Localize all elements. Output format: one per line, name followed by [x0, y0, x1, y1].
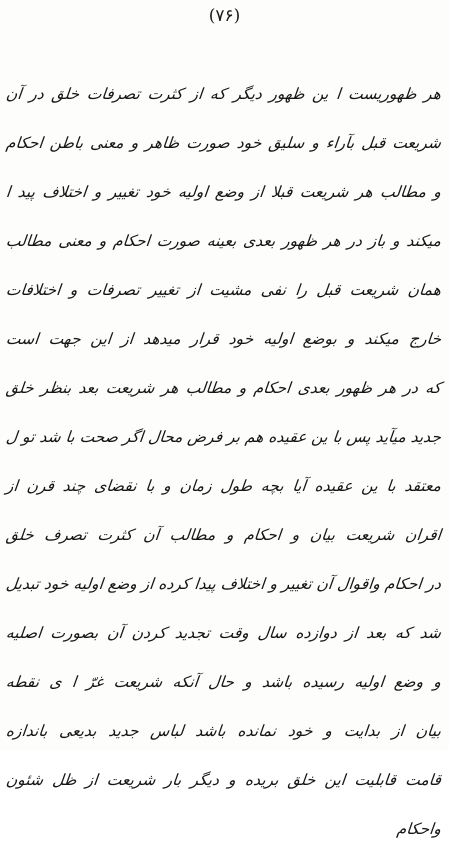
text-line: میکند و باز در هر ظهور بعدی بعینه صورت احکام و معنی مطالب [5, 232, 442, 250]
text-line: که در هر ظهور بعدی احکام و مطالب هر شریعت بعد بنظر خلق [5, 379, 442, 397]
text-line: و وضع اولیه رسیده باشد و حال آنکه شریعت غرّ ا ی نقطه [5, 673, 442, 691]
text-line: جدید میآید پس با ین عقیده هم بر فرض محال اگر صحت با شد تو ل [5, 428, 442, 446]
text-line: در احکام واقوال آن تغییر و اختلاف پیدا کرده از وضع اولیه خود تبدیل [5, 575, 442, 593]
text-line: اقران شریعت بیان و احکام و مطالب آن کثرت تصرف خلق [5, 526, 442, 544]
text-line: شریعت قبل بآراء و سلیق خود صورت ظاهر و معنی باطن احکام [5, 134, 442, 152]
text-line: بیان از بدایت و خود نمانده باشد لباس جدید بدیعی باندازه [5, 722, 442, 740]
text-line: معتقد با ین عقیده آیا بچه طول زمان و با نقضای چند قرن از [5, 477, 442, 495]
text-line: شد که بعد از دوازده سال وقت تجدید کردن آن بصورت اصلیه [5, 624, 442, 642]
handwritten-text-body [5, 70, 442, 838]
text-line: واحکام [395, 820, 442, 838]
page-number: (۷۶) [208, 6, 241, 26]
text-line: خارج میکند و بوضع اولیه خود قرار میدهد از این جهت است [5, 330, 442, 348]
text-line: همان شریعت قبل را نفی مشیت از تغییر تصرفات و اختلافات [5, 281, 442, 299]
text-line: هر ظهوریست ا ین ظهور دیگر که از کثرت تصرفات خلق در آن [5, 85, 442, 103]
text-line: قامت قابلیت این خلق بریده و دیگر بار شریعت از ظل شئون [5, 771, 442, 789]
text-line: و مطالب هر شریعت قبلا از وضع اولیه خود تغییر و اختلاف پید ا [5, 183, 442, 201]
